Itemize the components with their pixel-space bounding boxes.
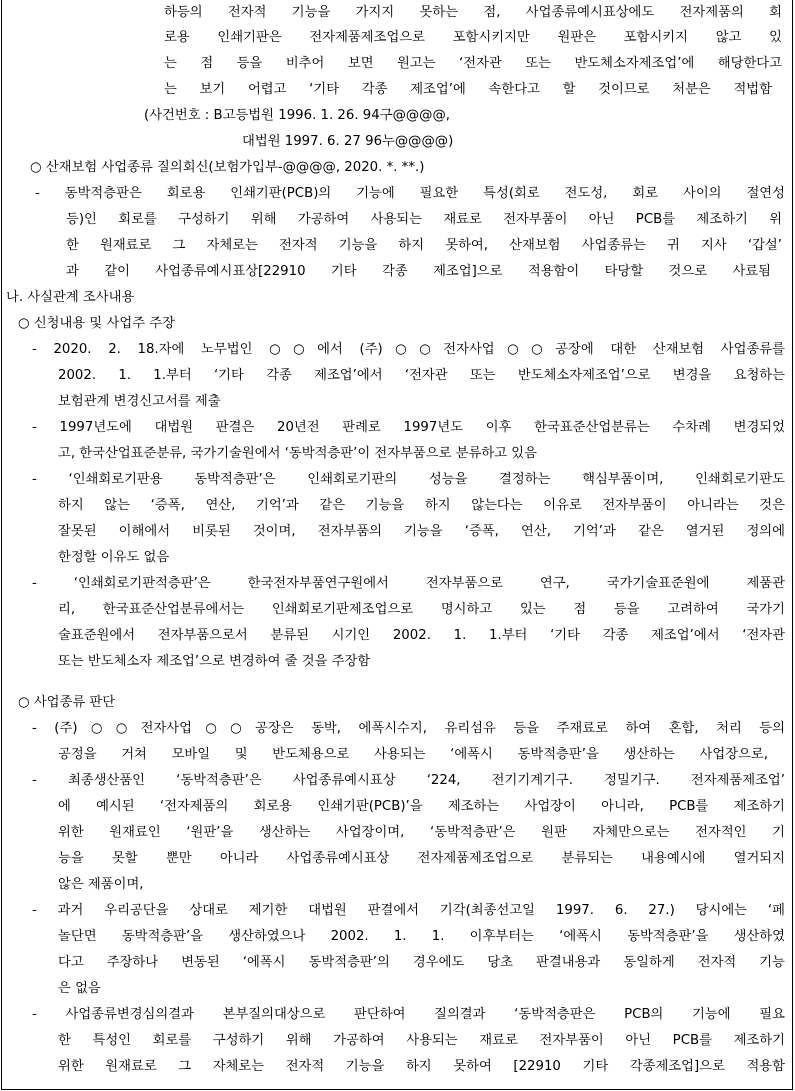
text-line: - ‘인쇄회로기판용 동박적층판’은 인쇄회로기판의 성능을 결정하는 핵심부품이며, 인쇄회로기판도 (32, 472, 785, 487)
text-line: 하지 않는 ‘증폭, 연산, 기억’과 같은 기능을 하지 않는다는 이유로 전자부품이 아니라는 것은 (58, 498, 785, 513)
text-line: 하등의 전자적 기능을 가지지 못하는 점, 사업종류예시표상에도 전자제품의 회 (164, 5, 782, 20)
document-page (1, 0, 793, 1090)
section-heading: ○ 사업종류 판단 (18, 695, 116, 710)
text-line: - 최종생산품인 ‘동박적층판’은 사업종류예시표상 ‘224, 전기기계기구. 정밀기구. 전자제품제조업’ (32, 773, 785, 788)
text-line: 고, 한국산업표준분류, 국가기술원에서 ‘동박적층판’이 전자부품으로 분류하고 있음 (58, 446, 537, 461)
text-line: 에 예시된 ‘전자제품의 회로용 인쇄기판(PCB)’을 제조하는 사업장이 아니라, PCB를 제조하기 (58, 799, 785, 814)
text-line: 능을 못할 뿐만 아니라 사업종류예시표상 전자제품제조업으로 분류되는 내용예시에 열거되지 (58, 851, 785, 866)
text-line: - ‘인쇄회로기판적층판’은 한국전자부품연구원에서 전자부품으로 연구, 국가기술표준원에 제품관 (32, 576, 785, 591)
text-line: 위한 원재료로 그 자체로는 전자적 기능을 하지 못하여 [22910 기타 각종제조업]으로 적용함 (58, 1059, 785, 1074)
text-line: 한 원재료로 그 자체로는 전자적 기능을 하지 못하여, 산재보험 사업종류는 귀 지사 ‘갑설’ (66, 238, 782, 253)
text-line: - 사업종류변경심의결과 본부질의대상으로 판단하여 질의결과 ‘동박적층판은 PCB의 기능에 필요 (32, 1007, 785, 1022)
text-line: - 2020. 2. 18.자에 노무법인 ○○에서 (주)○○전자사업○○공장에 대한 산재보험 사업종류를 (32, 342, 785, 357)
text-line: 보험관계 변경신고서를 제출 (58, 394, 221, 409)
text-line: 한 특성인 회로를 구성하기 위해 가공하여 사용되는 재료로 전자부품이 아닌 PCB를 제조하기 (58, 1033, 785, 1048)
text-line: 과 같이 사업종류예시표상[22910 기타 각종 제조업]으로 적용함이 타당할 것으로 사료됨 (66, 264, 771, 279)
section-heading: ○ 산재보험 사업종류 질의회신(보험가입부-@@@@, 2020. *. **.) (30, 160, 425, 175)
text-line: 또는 반도체소자 제조업’으로 변경하여 줄 것을 주장함 (58, 654, 371, 669)
text-line: 한정할 이유도 없음 (58, 550, 170, 565)
text-line: - (주)○○전자사업○○공장은 동박, 에폭시수지, 유리섬유 등을 주재료로 하여 혼합, 처리 등의 (32, 721, 785, 736)
text-line: 등)인 회로를 구성하기 위해 가공하여 사용되는 재료로 전자부품이 아닌 PCB를 제조하기 위 (66, 212, 782, 227)
section-heading: 나. 사실관계 조사내용 (6, 290, 135, 305)
text-line: 다고 주장하나 변동된 ‘에폭시 동박적층판’의 경우에도 당초 판결내용과 동일하게 전자적 기능 (58, 955, 785, 970)
text-line: 은 없음 (58, 981, 101, 996)
text-line: - 1997년도에 대법원 판결은 20년전 판례로 1997년도 이후 한국표준산업분류는 수차례 변경되었 (32, 420, 785, 435)
text-line: - 동박적층판은 회로용 인쇄기판(PCB)의 기능에 필요한 특성(회로 전도성, 회로 사이의 절연성 (35, 186, 785, 201)
text-line: 는 보기 어렵고 ‘기타 각종 제조업’에 속한다고 할 것이므로 처분은 적법함 (164, 82, 772, 97)
text-line: 않은 제품이며, (58, 877, 144, 892)
text-line: 위한 원재료인 ‘원판’을 생산하는 사업장이며, ‘동박적층판’은 원판 자체만으로는 전자적인 기 (58, 825, 785, 840)
text-line: - 과거 우리공단을 상대로 제기한 대법원 판결에서 기각(최종선고일 1997. 6. 27.) 당시에는 ‘페 (32, 903, 785, 918)
text-line: 2002. 1. 1.부터 ‘기타 각종 제조업’에서 ‘전자관 또는 반도체소자제조업’으로 변경을 요청하는 (58, 368, 785, 383)
text-line: 공정을 거쳐 모바일 및 반도체용으로 사용되는 ‘에폭시 동박적층판’을 생산하는 사업장으로, (58, 747, 768, 762)
text-line: 리, 한국표준산업분류에서는 인쇄회로기판제조업으로 명시하고 있는 점 등을 고려하여 국가기 (58, 602, 785, 617)
case-number: (사건번호 : B고등법원 1996. 1. 26. 94구@@@@, (144, 108, 450, 123)
text-line: 놀단면 동박적층판’을 생산하였으나 2002. 1. 1. 이후부터는 ‘에폭시 동박적층판’을 생산하였 (58, 929, 785, 944)
text-line: 로용 인쇄기판은 전자제품제조업으로 포함시키지만 원판은 포함시키지 않고 있 (164, 30, 782, 45)
text-line: 술표준원에서 전자부품으로서 분류된 시기인 2002. 1. 1.부터 ‘기타 각종 제조업’에서 ‘전자관 (58, 628, 785, 643)
section-heading: ○ 신청내용 및 사업주 주장 (18, 316, 175, 331)
text-line: 는 점 등을 비추어 보면 원고는 ‘전자관 또는 반도체소자제조업’에 해당한다고 (164, 56, 782, 71)
case-number: 대법원 1997. 6. 27 96누@@@@) (242, 134, 454, 149)
text-line: 잘못된 이해에서 비롯된 것이며, 전자부품의 기능을 ‘증폭, 연산, 기억’과 같은 열거된 정의에 (58, 524, 785, 539)
